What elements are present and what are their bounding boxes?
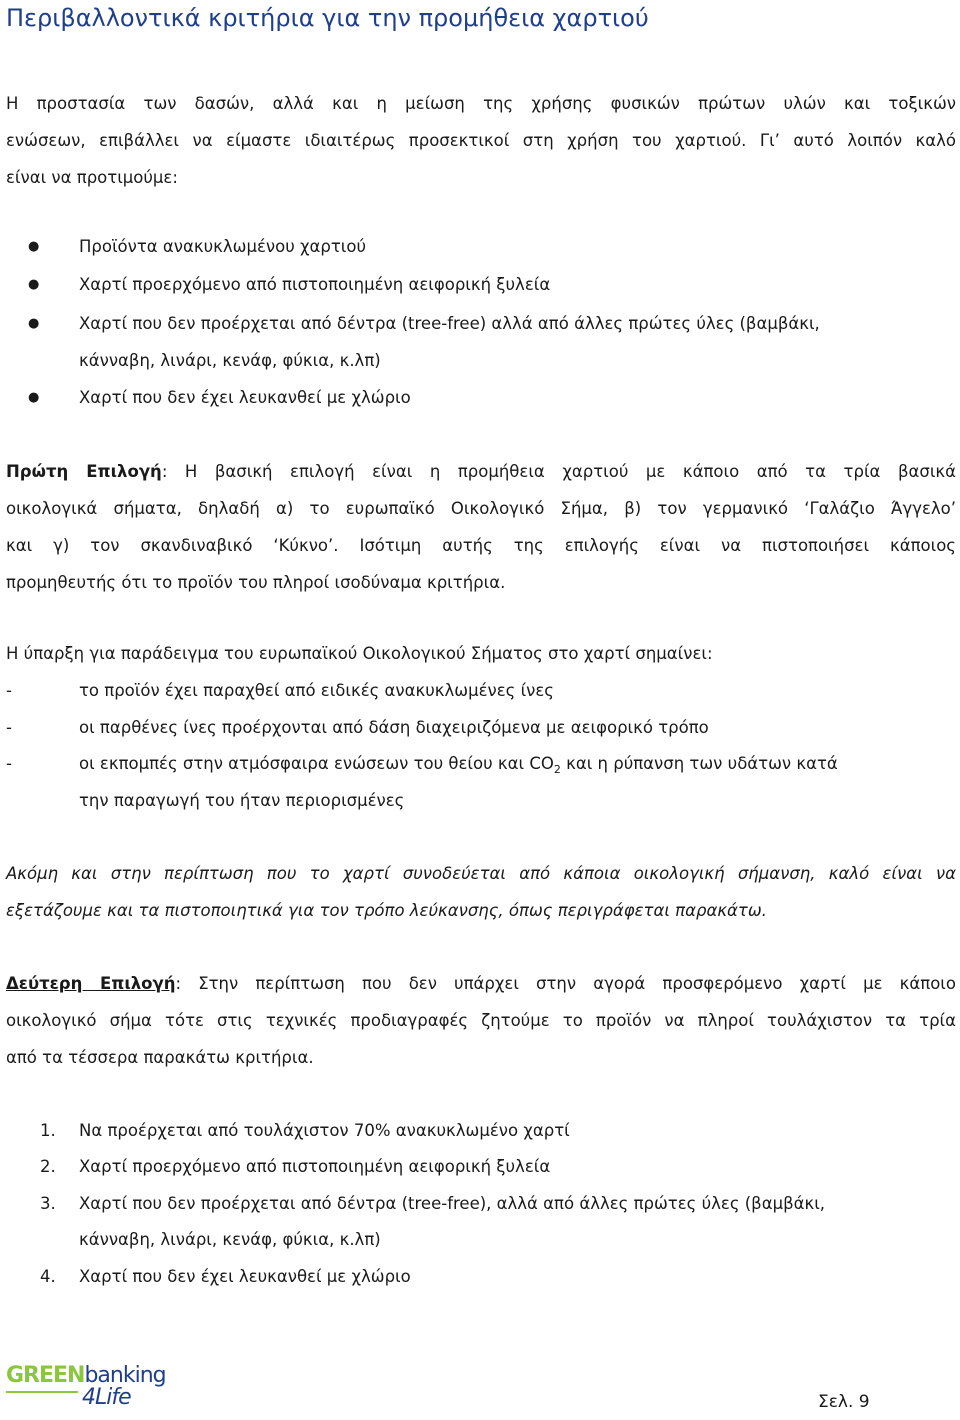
dash-marker: - <box>6 754 12 773</box>
criteria-number: 1. <box>40 1121 56 1140</box>
criteria-text: Να προέρχεται από τουλάχιστον 70% ανακυκλωμένο χαρτί <box>79 1121 570 1140</box>
page-title: Περιβαλλοντικά κριτήρια για την προμήθεια χαρτιού <box>6 4 649 32</box>
bullet-text: Χαρτί που δεν προέρχεται από δέντρα (tree-free) αλλά από άλλες πρώτες ύλες (βαμβάκι, <box>79 314 820 333</box>
criteria-text: Χαρτί που δεν προέρχεται από δέντρα (tree-free), αλλά από άλλες πρώτες ύλες (βαμβάκι, <box>79 1194 826 1213</box>
first-option-line-1: Πρώτη Επιλογή: Η βασική επιλογή είναι η προμήθεια χαρτιού με κάποιο από τα τρία βασικά <box>6 462 957 481</box>
bullet-text: Χαρτί προερχόμενο από πιστοποιημένη αειφορική ξυλεία <box>79 275 551 294</box>
second-option-line-1: Δεύτερη Επιλογή: Στην περίπτωση που δεν υπάρχει στην αγορά προσφερόμενο χαρτί με κάποιο <box>6 974 956 993</box>
bullet-icon: ● <box>28 239 40 254</box>
bullet-icon: ● <box>28 316 40 331</box>
logo-underline <box>6 1391 78 1393</box>
first-option-line-3: και γ) τον σκανδιναβικό ‘Κύκνο’. Ισότιμη αυτής της επιλογής είναι να πιστοποιήσει κάποιος <box>6 536 956 555</box>
intro-line-1: Η προστασία των δασών, αλλά και η μείωση της χρήσης φυσικών πρώτων υλών και τοξικών <box>6 94 956 113</box>
ecolabel-text: το προϊόν έχει παραχθεί από ειδικές ανακυκλωμένες ίνες <box>79 681 554 700</box>
second-option-line-3: από τα τέσσερα παρακάτω κριτήρια. <box>6 1048 314 1067</box>
dash-marker: - <box>6 718 12 737</box>
bullet-icon: ● <box>28 277 40 292</box>
ecolabel-text: οι παρθένες ίνες προέρχονται από δάση διαχειριζόμενα με αειφορικό τρόπο <box>79 718 709 737</box>
criteria-number: 3. <box>40 1194 56 1213</box>
bullet-text: κάνναβη, λινάρι, κενάφ, φύκια, κ.λπ) <box>79 351 381 370</box>
second-option-label: Δεύτερη Επιλογή <box>6 974 176 993</box>
criteria-text: Χαρτί που δεν έχει λευκανθεί με χλώριο <box>79 1267 411 1286</box>
first-option-line-2: οικολογικά σήματα, δηλαδή α) το ευρωπαϊκό Οικολογικό Σήμα, β) τον γερμανικό ‘Γαλάζιο Άγγελο’ <box>6 499 956 518</box>
bullet-icon: ● <box>28 390 40 405</box>
first-option-label: Πρώτη Επιλογή <box>6 462 162 481</box>
first-option-line-4: προμηθευτής ότι το προϊόν του πληροί ισοδύναμα κριτήρια. <box>6 573 506 592</box>
criteria-text: κάνναβη, λινάρι, κενάφ, φύκια, κ.λπ) <box>79 1230 381 1249</box>
ecolabel-intro: Η ύπαρξη για παράδειγμα του ευρωπαϊκού Οικολογικού Σήματος στο χαρτί σημαίνει: <box>6 644 713 663</box>
criteria-number: 4. <box>40 1267 56 1286</box>
bullet-text: Προϊόντα ανακυκλωμένου χαρτιού <box>79 237 367 256</box>
second-option-line-2: οικολογικό σήμα τότε στις τεχνικές προδιαγραφές ζητούμε το προϊόν να πληροί τουλάχιστον τα τρία <box>6 1011 956 1030</box>
italic-note-line-1: Ακόμη και στην περίπτωση που το χαρτί συνοδεύεται από κάποια οικολογική σήμανση, καλό είναι να <box>6 864 956 883</box>
greenbanking-logo: GREENbanking 4Life <box>6 1363 166 1410</box>
criteria-number: 2. <box>40 1157 56 1176</box>
ecolabel-text: οι εκπομπές στην ατμόσφαιρα ενώσεων του θείου και $CO_2$ και η ρύπανση των υδάτων κατά <box>79 754 838 776</box>
page-number: Σελ. 9 <box>818 1392 870 1412</box>
intro-line-3: είναι να προτιμούμε: <box>6 168 178 187</box>
bullet-text: Χαρτί που δεν έχει λευκανθεί με χλώριο <box>79 388 411 407</box>
intro-line-2: ενώσεων, επιβάλλει να είμαστε ιδιαιτέρως προσεκτικοί στη χρήση του χαρτιού. Γι’ αυτό λοιπόν καλό <box>6 131 956 150</box>
italic-note-line-2: εξετάζουμε και τα πιστοποιητικά για τον τρόπο λεύκανσης, όπως περιγράφεται παρακάτω. <box>6 901 767 920</box>
ecolabel-text: την παραγωγή του ήταν περιορισμένες <box>79 791 405 810</box>
criteria-text: Χαρτί προερχόμενο από πιστοποιημένη αειφορική ξυλεία <box>79 1157 551 1176</box>
dash-marker: - <box>6 681 12 700</box>
